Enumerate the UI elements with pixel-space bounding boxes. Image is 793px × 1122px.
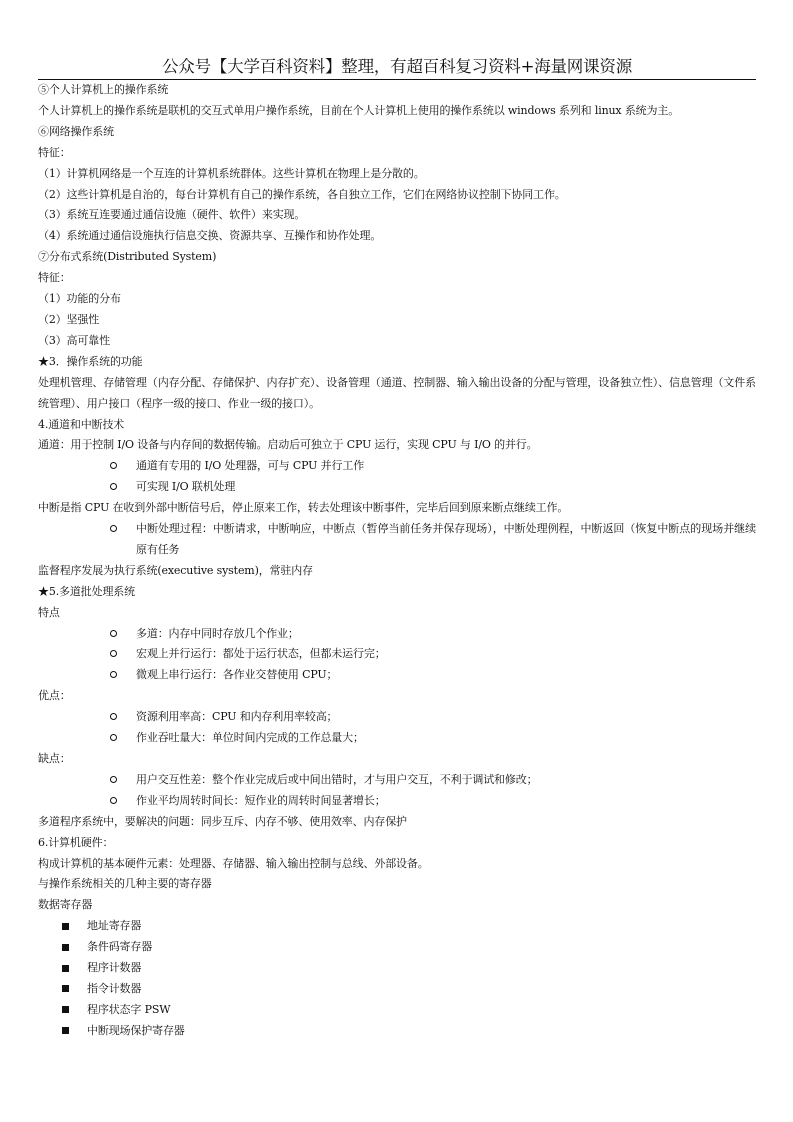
- bullet-text: 多道：内存中同时存放几个作业；: [136, 626, 299, 640]
- square-bullet-icon: [62, 965, 69, 972]
- list-item-text: 地址寄存器: [87, 919, 142, 933]
- circle-bullet-icon: [110, 650, 117, 657]
- feature-item: （1）功能的分布: [38, 292, 121, 306]
- bullet-item: [38, 624, 756, 645]
- circle-bullet-icon: [110, 630, 117, 637]
- list-item: [38, 1000, 756, 1021]
- list-item: [38, 916, 756, 937]
- circle-bullet-icon: [110, 525, 117, 532]
- bullet-item: [38, 665, 756, 686]
- bullet-item: [38, 707, 756, 728]
- list-item-text: 条件码寄存器: [87, 940, 153, 954]
- square-bullet-icon: [62, 944, 69, 951]
- list-item: [38, 1021, 756, 1042]
- bullet-text: 微观上串行运行：各作业交替使用 CPU；: [136, 668, 338, 682]
- list-item-text: 程序状态字 PSW: [87, 1002, 171, 1016]
- label-features: 特征：: [38, 271, 71, 285]
- feature-item: （2）这些计算机是自治的，每台计算机有自己的操作系统，各自独立工作，它们在网络协议控制下协同工作。: [38, 187, 566, 201]
- bullet-text: 中断处理过程：中断请求，中断响应，中断点（暂停当前任务并保存现场），中断处理例程，中断返回（恢复中断点的现场并继续原有任务: [136, 522, 756, 556]
- section-heading-channel-interrupt: 4.通道和中断技术: [38, 417, 125, 431]
- feature-item: （2）坚强性: [38, 312, 100, 326]
- list-item-text: 中断现场保护寄存器: [87, 1023, 185, 1037]
- bullet-item: [38, 477, 756, 498]
- bullet-text: 资源利用率高：CPU 和内存利用率较高；: [136, 710, 338, 724]
- square-bullet-icon: [62, 1027, 69, 1034]
- circle-bullet-icon: [110, 776, 117, 783]
- bullet-item: [38, 644, 756, 665]
- label-features: 特征：: [38, 145, 71, 159]
- paragraph-channel: 通道：用于控制 I/O 设备与内存间的数据传输。启动后可独立于 CPU 运行，实现 CPU 与 I/O 的并行。: [38, 438, 538, 452]
- label-characteristics: 特点: [38, 605, 60, 619]
- bullet-text: 用户交互性差：整个作业完成后或中间出错时，才与用户交互，不利于调试和修改；: [136, 772, 538, 786]
- bullet-text: 作业吞吐量大：单位时间内完成的工作总量大；: [136, 731, 364, 745]
- bullet-item: [38, 456, 756, 477]
- page-header: 公众号【大学百科资料】整理，有超百科复习资料+海量网课资源: [161, 57, 633, 76]
- label-data-register: 数据寄存器: [38, 898, 93, 912]
- feature-item: （4）系统通过通信设施执行信息交换、资源共享、互操作和协作处理。: [38, 229, 382, 243]
- circle-bullet-icon: [110, 671, 117, 678]
- list-item-text: 指令计数器: [87, 981, 142, 995]
- paragraph-executive-system: 监督程序发展为执行系统(executive system)，常驻内存: [38, 563, 313, 577]
- list-item-text: 程序计数器: [87, 961, 142, 975]
- list-item: [38, 979, 756, 1000]
- square-bullet-icon: [62, 923, 69, 930]
- paragraph-problems: 多道程序系统中，要解决的问题：同步互斥、内存不够、使用效率、内存保护: [38, 814, 407, 828]
- section-heading-network-os: ⑥网络操作系统: [38, 124, 114, 138]
- feature-item: （3）系统互连要通过通信设施（硬件、软件）来实现。: [38, 208, 306, 222]
- section-heading-multiprogramming: ★5.多道批处理系统: [38, 584, 135, 598]
- feature-item: （3）高可靠性: [38, 333, 110, 347]
- section-heading-pc-os: ⑤个人计算机上的操作系统: [38, 83, 169, 96]
- list-item: [38, 937, 756, 958]
- bullet-text: 可实现 I/O 联机处理: [136, 480, 236, 494]
- bullet-item: [38, 519, 756, 561]
- circle-bullet-icon: [110, 462, 117, 469]
- square-bullet-icon: [62, 985, 69, 992]
- circle-bullet-icon: [110, 797, 117, 804]
- bullet-text: 宏观上并行运行：都处于运行状态，但都未运行完；: [136, 647, 386, 661]
- square-bullet-icon: [62, 1006, 69, 1013]
- bullet-text: 通道有专用的 I/O 处理器，可与 CPU 并行工作: [136, 459, 365, 473]
- circle-bullet-icon: [110, 734, 117, 741]
- label-disadvantages: 缺点：: [38, 752, 71, 765]
- paragraph-interrupt: 中断是指 CPU 在收到外部中断信号后，停止原来工作，转去处理该中断事件，完毕后回到原来断点继续工作。: [38, 501, 569, 515]
- circle-bullet-icon: [110, 483, 117, 490]
- bullet-item: [38, 770, 756, 791]
- paragraph-pc-os: 个人计算机上的操作系统是联机的交互式单用户操作系统，目前在个人计算机上使用的操作系统以 windows 系列和 linux 系统为主。: [38, 103, 680, 117]
- paragraph-os-functions: 处理机管理、存储管理（内存分配、存储保护、内存扩充）、设备管理（通道、控制器、输入输出设备的分配与管理，设备独立性）、信息管理（文件系统管理）、用户接口（程序一级的接口、作业一级的接口）。: [38, 375, 756, 410]
- section-heading-distributed-system: ⑦分布式系统(Distributed System): [38, 250, 217, 264]
- label-advantages: 优点：: [38, 689, 71, 703]
- circle-bullet-icon: [110, 713, 117, 720]
- bullet-item: [38, 728, 756, 749]
- document-body: [38, 80, 756, 1042]
- section-heading-os-functions: ★3．操作系统的功能: [38, 354, 143, 368]
- paragraph-registers: 与操作系统相关的几种主要的寄存器: [38, 877, 212, 891]
- section-heading-hardware: 6.计算机硬件：: [38, 835, 114, 849]
- paragraph-hardware-elements: 构成计算机的基本硬件元素：处理器、存储器、输入输出控制与总线、外部设备。: [38, 856, 429, 870]
- bullet-item: [38, 791, 756, 812]
- feature-item: （1）计算机网络是一个互连的计算机系统群体。这些计算机在物理上是分散的。: [38, 166, 425, 180]
- list-item: [38, 958, 756, 979]
- bullet-text: 作业平均周转时间长：短作业的周转时间显著增长；: [136, 793, 386, 807]
